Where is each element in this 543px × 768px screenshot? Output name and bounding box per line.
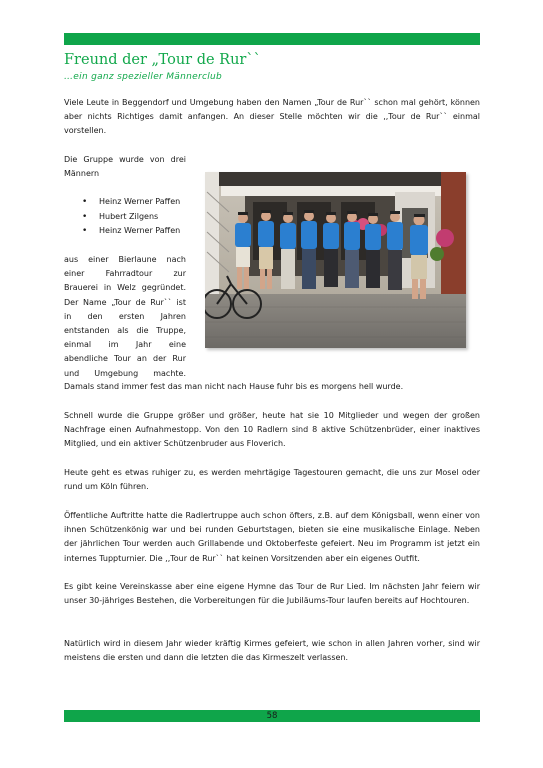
founded-line: abendliche Tour an der Rur — [64, 354, 186, 364]
page-number: 58 — [266, 711, 278, 721]
group-photo — [205, 172, 466, 348]
founded-intro: Die Gruppe wurde von drei Männern — [64, 155, 186, 179]
founded-text — [64, 253, 186, 381]
founded-line: entstanden als die Truppe, — [64, 326, 186, 336]
founded-line: aus einer Bierlaune nach — [64, 255, 186, 264]
tours-paragraph: Heute geht es etwas ruhiger zu, es werden mehrtägige Tagestouren gemacht, die uns zur Mosel oder rund um Köln führen. — [64, 468, 480, 492]
founded-line: Der Name „Tour de Rur`` ist — [64, 297, 186, 307]
founded-continue: Damals stand immer fest das man nicht nach Hause fuhr bis es morgens hell wurde. — [64, 382, 404, 391]
founders-list — [82, 195, 180, 239]
growth-paragraph: Schnell wurde die Gruppe größer und größer, heute hat sie 10 Mitglieder und wegen der großen Nachfrage einen Aufnahmestopp. Von den 10 Radlern sind 8 aktive Schützenbrüder, einer inaktives Mitglied, und ein aktiver Schützenbruder aus Floverich. — [64, 411, 480, 449]
footer-bar — [64, 710, 480, 722]
founder-item: • Heinz Werner Paffen — [82, 224, 180, 239]
intro-paragraph: Viele Leute in Beggendorf und Umgebung haben den Namen „Tour de Rur`` schon mal gehört, können aber nichts Richtiges damit anfangen. An dieser Stelle möchten wir die ,,Tour de Rur`` einmal vorstellen. — [64, 98, 480, 136]
founded-line: in den ersten Jahren — [64, 311, 186, 321]
founded-line: einmal im Jahr eine — [64, 340, 186, 350]
founder-item: • Heinz Werner Paffen — [82, 195, 180, 210]
kirmes-paragraph: Natürlich wird in diesem Jahr wieder kräftig Kirmes gefeiert, wie schon in allen Jahren vorher, sind wir meistens die ersten und dann die letzten die das Kirmeszelt verlassen. — [64, 639, 480, 663]
founded-line: Brauerei in Welz gegründet. — [64, 283, 186, 293]
founder-item: • Hubert Zilgens — [82, 210, 180, 225]
anthem-paragraph: Es gibt keine Vereinskasse aber eine eigene Hymne das Tour de Rur Lied. Im nächsten Jahr feiern wir unser 30-jähriges Bestehen, die Vorbereitungen für die Jubiläums-Tour laufen bereits auf Hochtouren. — [64, 582, 480, 606]
founded-line: einer Fahrradtour zur — [64, 269, 186, 279]
header-bar — [64, 33, 480, 45]
article-title: Freund der „Tour de Rur`` — [64, 52, 261, 68]
public-paragraph: Öffentliche Auftritte hatte die Radlertruppe auch schon öfters, z.B. auf dem Königsball, wenn einer von ihnen Schützenkönig war und bei runden Geburtstagen, bieten sie eine musikalische Einlage. Neben der jährlichen Tour werden auch Grillabende und Oktoberfeste gefeiert. Neu im Programm ist jetzt ein internes Tuppturnier. Die ,,Tour de Rur`` hat keinen Vorsitzenden aber ein eigenes Outfit. — [64, 511, 480, 563]
founded-line: und Umgebung machte. — [64, 368, 186, 378]
article-subtitle: …ein ganz spezieller Männerclub — [64, 72, 223, 82]
